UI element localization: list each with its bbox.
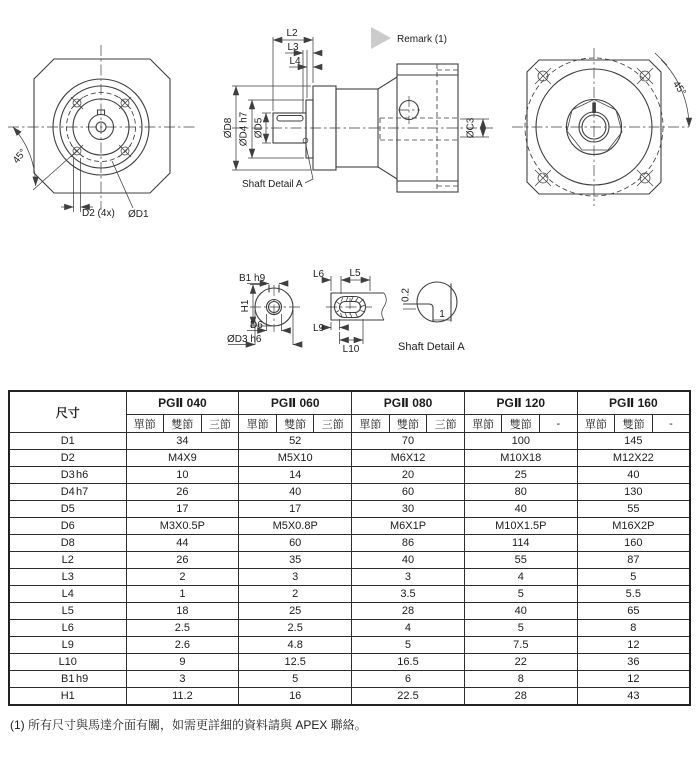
dim-row-label	[9, 518, 126, 535]
dim-value-cell: 26	[126, 552, 239, 569]
dim-value-cell: M6X12	[352, 450, 465, 467]
table-row	[9, 552, 690, 569]
stage-header: 雙節	[615, 415, 653, 433]
dim-value-cell: 43	[577, 688, 690, 705]
dim-value-cell: 60	[239, 535, 352, 552]
dim-value-cell: 70	[352, 433, 465, 450]
dim-value-cell: 5.5	[577, 586, 690, 603]
dimension-table	[8, 390, 691, 706]
dim-value-cell: 4	[464, 569, 577, 586]
table-row	[9, 654, 690, 671]
dim-value-cell: 65	[577, 603, 690, 620]
shaft-detail-ref-label: Shaft Detail A	[242, 179, 303, 190]
dim-value-cell: 55	[464, 552, 577, 569]
c3-label: ØC3	[465, 117, 477, 139]
remark-callout	[371, 27, 447, 49]
d1-label: ØD1	[128, 209, 149, 220]
table-row	[9, 450, 690, 467]
b1-dimension	[239, 273, 288, 284]
dim-value-cell: 55	[577, 501, 690, 518]
shaft-detail-reference	[242, 138, 313, 190]
stage-header: 三節	[427, 415, 465, 433]
dim-value-cell: 16.5	[352, 654, 465, 671]
stage-header: 三節	[314, 415, 352, 433]
d4-dimension	[239, 100, 305, 158]
l10-dimension	[340, 319, 364, 355]
dim-value-cell: 26	[126, 484, 239, 501]
l6-l5-dimension	[313, 268, 370, 294]
d6-dimension	[247, 314, 290, 331]
shaft-detail-caption: Shaft Detail A	[398, 341, 465, 353]
dim-value-cell: 8	[577, 620, 690, 637]
dim-value-cell: 2.6	[126, 637, 239, 654]
d4-label: ØD4 h7	[238, 111, 250, 147]
table-row	[9, 433, 690, 450]
dim-value-cell: 86	[352, 535, 465, 552]
b1-label: B1 h9	[239, 273, 266, 284]
dim-row-label	[9, 450, 126, 467]
dim-value-cell: 130	[577, 484, 690, 501]
dim-value-cell: 5	[577, 569, 690, 586]
model-header: PGⅡ 080	[352, 391, 465, 415]
dim-value-cell: 25	[464, 467, 577, 484]
dim-code: L4	[61, 588, 74, 600]
dim-value-cell: 160	[577, 535, 690, 552]
side-view-drawing	[223, 27, 493, 192]
dim-row-label	[9, 671, 126, 688]
dim-value-cell: M10X1.5P	[464, 518, 577, 535]
dim-code: L5	[61, 605, 74, 617]
dim-value-cell: M5X10	[239, 450, 352, 467]
dim-value-cell: 100	[464, 433, 577, 450]
table-row	[9, 620, 690, 637]
dim-value-cell: 5	[239, 671, 352, 688]
dim-value-cell: 2.5	[239, 620, 352, 637]
stage-header: 單節	[352, 415, 390, 433]
stage-header: 雙節	[164, 415, 202, 433]
dim-value-cell: 3	[126, 671, 239, 688]
dim-value-cell: 60	[352, 484, 465, 501]
dim-value-cell: 5	[352, 637, 465, 654]
dim-value-cell: 40	[352, 552, 465, 569]
front-centerlines	[8, 45, 196, 210]
dim-value-cell: 145	[577, 433, 690, 450]
dim-code: L10	[58, 656, 77, 668]
dim-value-cell: 8	[464, 671, 577, 688]
d8-label: ØD8	[223, 117, 234, 139]
table-row	[9, 518, 690, 535]
dim-value-cell: 6	[352, 671, 465, 688]
keyway-view-drawing	[313, 268, 386, 355]
table-row	[9, 484, 690, 501]
d5-dimension	[254, 113, 272, 143]
dim-code: D1	[60, 435, 75, 447]
dim-value-cell: 114	[464, 535, 577, 552]
shaft-detail-drawing	[398, 282, 465, 353]
keyway-centerlines	[326, 298, 372, 316]
rear-angle-dimension	[655, 53, 689, 127]
front-angle-label: 45°	[11, 147, 30, 166]
dim-code: D8	[60, 537, 75, 549]
dim-value-cell: 10	[126, 467, 239, 484]
table-row	[9, 586, 690, 603]
stage-header: 雙節	[276, 415, 314, 433]
dim-code: D2	[60, 452, 75, 464]
dim-row-label	[9, 637, 126, 654]
l5-label: L5	[349, 268, 361, 279]
dim-code: L6	[61, 622, 74, 634]
dim-code: L3	[61, 571, 74, 583]
dim-code: H1	[60, 689, 75, 702]
dim-value-cell: 3	[352, 569, 465, 586]
dim-row-label	[9, 688, 126, 705]
dim-value-cell: 4.8	[239, 637, 352, 654]
dim-value-cell: 28	[352, 603, 465, 620]
dim-value-cell: 40	[239, 484, 352, 501]
stage-header: 雙節	[502, 415, 540, 433]
flange-screw-hole	[398, 96, 420, 124]
dim-row-label	[9, 552, 126, 569]
dim-value-cell: 2	[239, 586, 352, 603]
dim-code: B1	[61, 673, 75, 685]
model-header: PGⅡ 160	[577, 391, 690, 415]
table-row	[9, 637, 690, 654]
dim-row-label	[9, 586, 126, 603]
dim-value-cell: 2.5	[126, 620, 239, 637]
dim-value-cell: 80	[464, 484, 577, 501]
dim-tolerance: h9	[76, 673, 89, 685]
dim-value-cell: 11.2	[126, 688, 239, 705]
model-header: PGⅡ 120	[464, 391, 577, 415]
dim-value-cell: 1	[126, 586, 239, 603]
dim-code: D5	[60, 503, 75, 515]
dim-value-cell: 12.5	[239, 654, 352, 671]
dim-value-cell: 20	[352, 467, 465, 484]
dim-tolerance: h6	[76, 469, 89, 481]
front-angle-dimension	[11, 127, 79, 190]
table-row	[9, 688, 690, 705]
dim-row-label	[9, 433, 126, 450]
shaft-end-view-drawing	[227, 273, 301, 345]
dim-row-label	[9, 654, 126, 671]
dim-value-cell: 5	[464, 586, 577, 603]
l3-label: L3	[287, 42, 299, 53]
dim-code: D4	[60, 486, 75, 498]
dim-value-cell: 9	[126, 654, 239, 671]
step-label: 0.2	[400, 288, 412, 302]
dim-row-label	[9, 620, 126, 637]
dim-value-cell: 3.5	[352, 586, 465, 603]
stage-header: 單節	[464, 415, 502, 433]
l4-dimension	[289, 56, 321, 67]
stage-header: -	[540, 415, 578, 433]
stage-header: 雙節	[389, 415, 427, 433]
shaft-key	[277, 116, 303, 122]
h1-label: H1	[240, 299, 251, 313]
dim-value-cell: M4X9	[126, 450, 239, 467]
dim-value-cell: 36	[577, 654, 690, 671]
stage-header: -	[652, 415, 690, 433]
d2-label: D2 (4x)	[82, 208, 115, 219]
d1-dimension	[112, 161, 149, 220]
dim-code: D6	[60, 520, 75, 532]
dim-row-label	[9, 484, 126, 501]
l9-dimension	[313, 319, 347, 334]
dim-value-cell: 22	[464, 654, 577, 671]
d3-label: ØD3 h6	[227, 334, 262, 345]
table-row	[9, 535, 690, 552]
l6-label: L6	[313, 269, 325, 280]
c3-dimension	[460, 117, 489, 138]
dim-code: L2	[61, 554, 74, 566]
model-header: PGⅡ 060	[239, 391, 352, 415]
stage-header: 三節	[201, 415, 239, 433]
dim-value-cell: 52	[239, 433, 352, 450]
dim-value-cell: M10X18	[464, 450, 577, 467]
l10-label: L10	[342, 344, 360, 355]
table-row	[9, 671, 690, 688]
break-line	[382, 293, 387, 320]
footnote: (1) 所有尺寸與馬達介面有關，如需更詳細的資料請與 APEX 聯絡。	[10, 718, 367, 732]
dim-value-cell: 16	[239, 688, 352, 705]
front-view-drawing	[8, 45, 196, 220]
dim-value-cell: M3X0.5P	[126, 518, 239, 535]
remark-label: Remark (1)	[397, 34, 448, 45]
table-model-header-row	[9, 391, 690, 415]
table-row	[9, 501, 690, 518]
dim-value-cell: 40	[464, 501, 577, 518]
dim-row-label	[9, 467, 126, 484]
dim-value-cell: 17	[126, 501, 239, 518]
stage-header: 單節	[126, 415, 164, 433]
model-header: PGⅡ 040	[126, 391, 239, 415]
stage-header: 單節	[239, 415, 277, 433]
rear-view-drawing	[512, 48, 689, 206]
dim-value-cell: 28	[464, 688, 577, 705]
dim-value-cell: M5X0.8P	[239, 518, 352, 535]
table-row	[9, 467, 690, 484]
dim-value-cell: 25	[239, 603, 352, 620]
dim-value-cell: 5	[464, 620, 577, 637]
dim-value-cell: 18	[126, 603, 239, 620]
remark-arrow-icon	[371, 27, 391, 49]
dim-row-label	[9, 603, 126, 620]
dim-code: L9	[61, 639, 74, 651]
dim-value-cell: 87	[577, 552, 690, 569]
l2-label: L2	[286, 28, 298, 39]
dim-value-cell: 30	[352, 501, 465, 518]
d6-label: D6	[250, 320, 263, 331]
dim-value-cell: 12	[577, 637, 690, 654]
dim-value-cell: 44	[126, 535, 239, 552]
dim-value-cell: 4	[352, 620, 465, 637]
dim-row-label	[9, 501, 126, 518]
rear-angle-label: 45°	[670, 79, 688, 98]
dim-value-cell: 2	[126, 569, 239, 586]
dim-value-cell: 34	[126, 433, 239, 450]
dim-value-cell: 12	[577, 671, 690, 688]
table-row	[9, 569, 690, 586]
dim-code: D3	[60, 469, 75, 481]
dim-value-cell: M16X2P	[577, 518, 690, 535]
l9-label: L9	[313, 323, 325, 334]
dim-value-cell: 40	[464, 603, 577, 620]
dim-row-label	[9, 569, 126, 586]
dim-value-cell: 14	[239, 467, 352, 484]
dim-value-cell: 3	[239, 569, 352, 586]
chamfer-label: 1	[439, 309, 445, 320]
table-row	[9, 603, 690, 620]
dim-value-cell: 35	[239, 552, 352, 569]
dim-value-cell: 7.5	[464, 637, 577, 654]
stage-header: 單節	[577, 415, 615, 433]
dim-row-label	[9, 535, 126, 552]
dim-tolerance: h7	[76, 486, 89, 498]
d3-dimension	[227, 310, 301, 345]
dim-value-cell: 22.5	[352, 688, 465, 705]
d5-label: ØD5	[253, 117, 265, 139]
corner-header: 尺寸	[9, 391, 126, 433]
l4-label: L4	[289, 56, 301, 67]
dim-value-cell: 17	[239, 501, 352, 518]
dim-value-cell: M6X1P	[352, 518, 465, 535]
dim-value-cell: 40	[577, 467, 690, 484]
dim-value-cell: M12X22	[577, 450, 690, 467]
